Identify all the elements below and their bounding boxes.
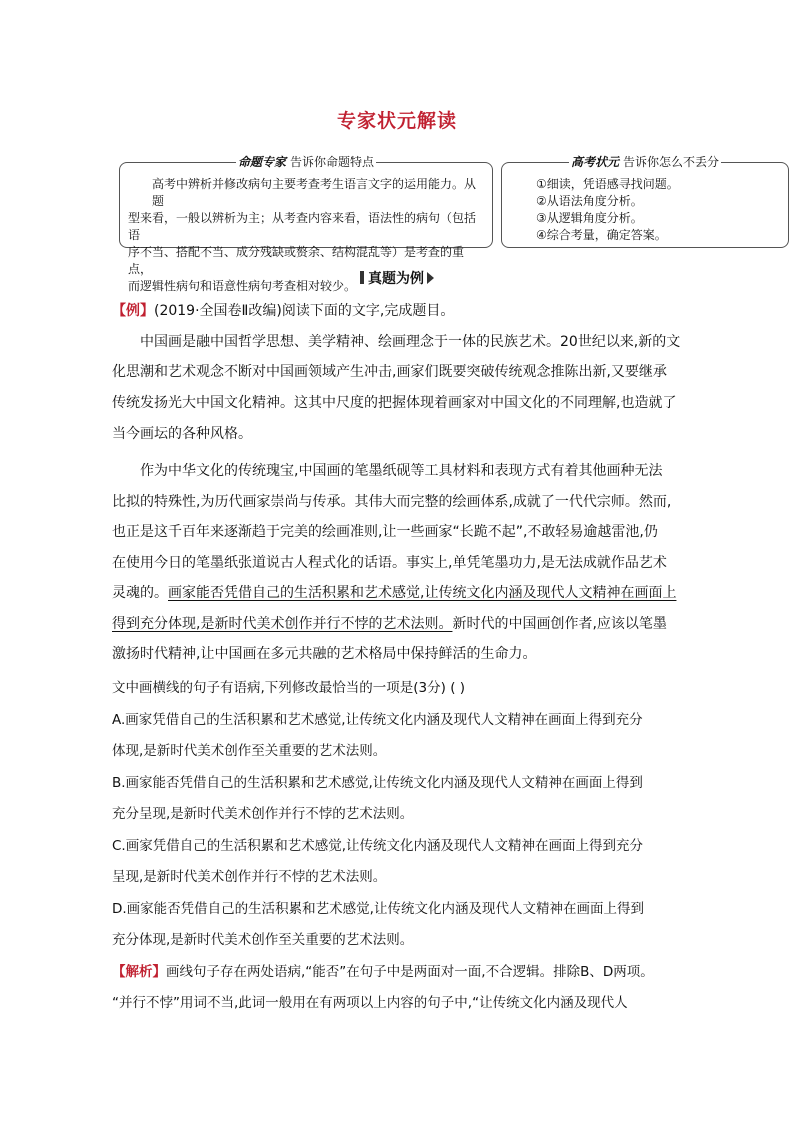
option-b-line: 充分呈现,是新时代美术创作并行不悖的艺术法则。: [112, 806, 414, 822]
list-item: ②从语法角度分析。: [536, 194, 643, 208]
list-item: ③从逻辑角度分析。: [536, 211, 643, 225]
passage-line: 传统发扬光大中国文化精神。这其中尺度的把握体现着画家对中国文化的不同理解,也造就了: [112, 395, 677, 411]
analysis-line: [112, 960, 654, 980]
passage-line: [112, 582, 676, 602]
scholar-heading-bold: 高考状元: [570, 155, 619, 169]
analysis-tag: 【解析】: [112, 964, 166, 980]
expert-line: 而逻辑性病句和语意性病句考查相对较少。: [128, 279, 357, 293]
banner-bar-icon: [360, 271, 364, 284]
scholar-box: [501, 155, 789, 248]
scholar-box-heading: [502, 153, 788, 170]
option-d-line: D.画家能否凭借自己的生活积累和艺术感觉,让传统文化内涵及现代人文精神在画面上得到: [112, 901, 644, 917]
passage-line: 比拟的特殊性,为历代画家崇尚与传承。其伟大而完整的绘画体系,成就了一代代宗师。然而,: [112, 494, 672, 510]
expert-heading-rest: 告诉你命题特点: [290, 155, 375, 169]
passage-line: 也正是这千百年来逐渐趋于完美的绘画准则,让一些画家“长跪不起”,不敢轻易逾越雷池,仍: [112, 524, 658, 540]
expert-box-heading: [120, 153, 492, 170]
list-item: ①细读，凭语感寻找问题。: [536, 177, 679, 191]
option-c-line: 呈现,是新时代美术创作并行不悖的艺术法则。: [112, 869, 387, 885]
passage-line: 化思潮和艺术观念不断对中国画领域产生冲击,画家们既要突破传统观念推陈出新,又要继承: [112, 364, 667, 380]
option-c-line: C.画家凭借自己的生活积累和艺术感觉,让传统文化内涵及现代人文精神在画面上得到充分: [112, 838, 644, 854]
underlined-sentence: 画家能否凭借自己的生活积累和艺术感觉,让传统文化内涵及现代人文精神在画面上: [168, 585, 677, 601]
passage-line: 中国画是融中国哲学思想、美学精神、绘画理念于一体的民族艺术。20世纪以来,新的文: [140, 334, 681, 350]
underlined-sentence: 得到充分体现,是新时代美术创作并行不悖的艺术法则。: [112, 616, 453, 632]
passage-line: [112, 613, 667, 633]
passage-line: 作为中华文化的传统瑰宝,中国画的笔墨纸砚等工具材料和表现方式有着其他画种无法: [140, 463, 663, 479]
analysis-text: 画线句子存在两处语病,“能否”在句子中是两面对一面,不合逻辑。排除B、D两项。: [166, 964, 654, 980]
passage-text: 新时代的中国画创作者,应该以笔墨: [452, 616, 667, 632]
example-tag: 【例】: [112, 303, 154, 319]
banner-arrow-icon: [427, 272, 434, 284]
scholar-tips-list: [536, 176, 679, 244]
section-banner-label: 真题为例: [368, 271, 424, 287]
scholar-heading-rest: 告诉你怎么不丢分: [623, 155, 720, 169]
passage-text: 灵魂的。: [112, 585, 168, 601]
option-b-line: B.画家能否凭借自己的生活积累和艺术感觉,让传统文化内涵及现代人文精神在画面上得到: [112, 775, 643, 791]
passage-line: 当今画坛的各种风格。: [112, 426, 252, 442]
option-a-line: A.画家凭借自己的生活积累和艺术感觉,让传统文化内涵及现代人文精神在画面上得到充分: [112, 712, 643, 728]
passage-line: 激扬时代精神,让中国画在多元共融的艺术格局中保持鲜活的生命力。: [112, 646, 537, 662]
list-item: ④综合考量，确定答案。: [536, 228, 667, 242]
section-banner: [0, 268, 794, 288]
question-stem: 文中画横线的句子有语病,下列修改最恰当的一项是(3分) ( ): [112, 680, 466, 696]
example-source: (2019·全国卷Ⅱ改编)阅读下面的文字,完成题目。: [154, 303, 455, 319]
expert-line: 型来看，一般以辨析为主；从考查内容来看，语法性的病句（包括语: [128, 211, 477, 242]
analysis-line: “并行不悖”用词不当,此词一般用在有两项以上内容的句子中,“让传统文化内涵及现代人: [112, 995, 628, 1011]
expert-line: 序不当、搭配不当、成分残缺或赘余、结构混乱等）是考查的重点，: [128, 245, 465, 276]
page-title: 专家状元解读: [336, 110, 457, 132]
expert-heading-bold: 命题专家: [237, 155, 286, 169]
passage-line: 在使用今日的笔墨纸张道说古人程式化的话语。事实上,单凭笔墨功力,是无法成就作品艺术: [112, 555, 667, 571]
option-a-line: 体现,是新时代美术创作至关重要的艺术法则。: [112, 743, 387, 759]
example-line: [112, 300, 454, 320]
option-d-line: 充分体现,是新时代美术创作至关重要的艺术法则。: [112, 932, 414, 948]
expert-line: 高考中辨析并修改病句主要考查考生语言文字的运用能力。从题: [152, 177, 477, 208]
